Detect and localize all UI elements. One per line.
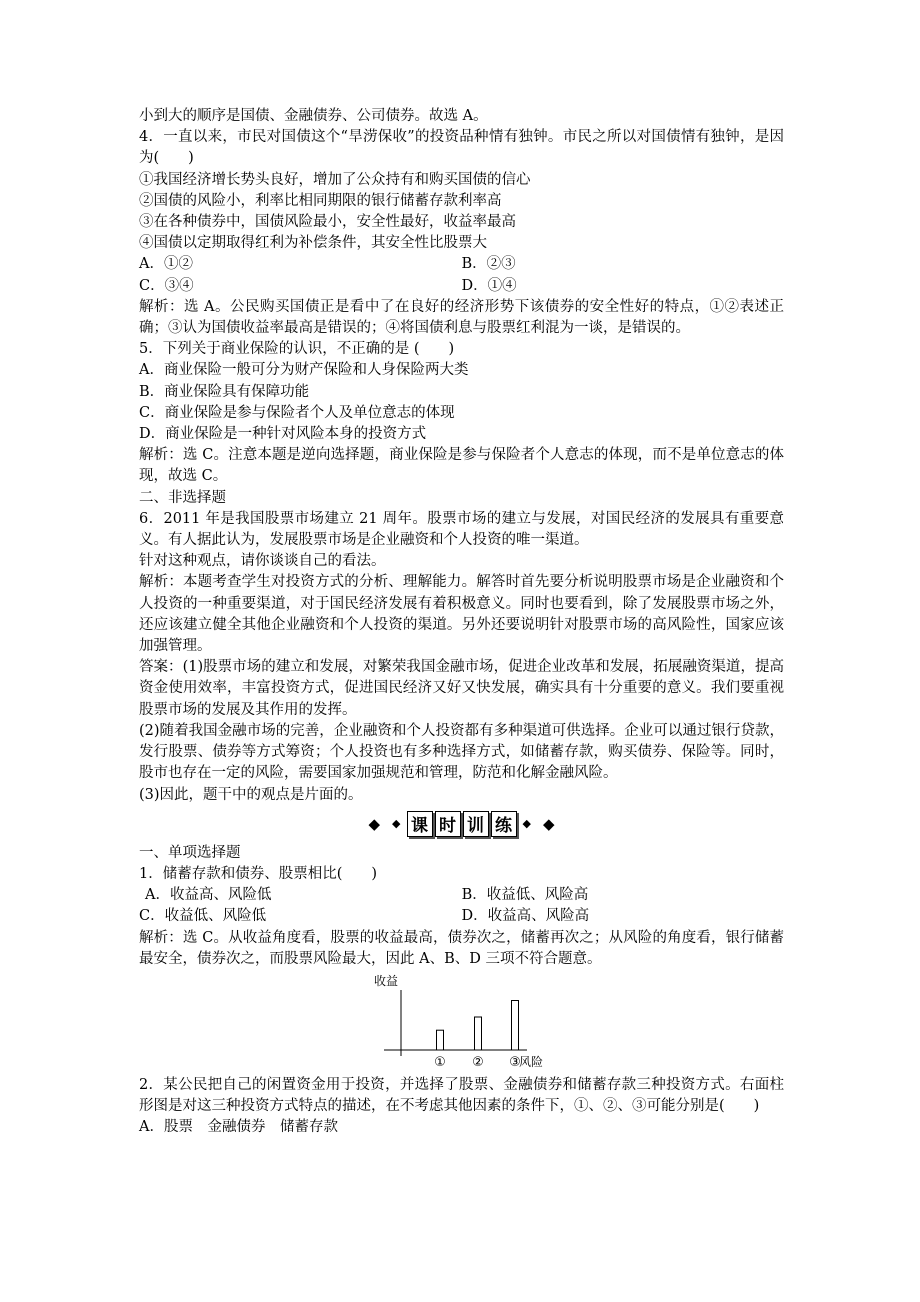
question-6-answer-1: 答案：(1)股票市场的建立和发展，对繁荣我国金融市场，促进企业改革和发展，拓展融资渠道，提高资金使用效率，丰富投资方式，促进国民经济又好又快发展，确实具有十分重要的意义。我们要重视股票市场的发展及其作用的发挥。	[139, 659, 784, 718]
option-d: D．收益高、风险高	[461, 908, 590, 925]
bar-chart	[369, 970, 569, 1072]
diamond-icon: ◆	[368, 814, 381, 833]
option-d: D．商业保险是一种针对风险本身的投资方式	[139, 426, 427, 443]
options-row	[139, 276, 784, 297]
y-axis-label: 收益	[374, 973, 399, 988]
x-tick-label: ③	[509, 1054, 521, 1070]
x-tick-label: ①	[434, 1054, 446, 1070]
question-5-stem: 5．下列关于商业保险的认识，不正确的是 ( )	[139, 341, 455, 358]
banner-char: 时	[435, 811, 461, 837]
small-diamond-icon: ◆	[392, 817, 401, 831]
options-row	[139, 254, 784, 275]
banner-title	[407, 811, 517, 837]
document-page	[139, 106, 784, 1139]
question-6-answer-3: (3)因此，题干中的观点是片面的。	[139, 786, 363, 803]
section-heading: 二、非选择题	[139, 489, 226, 506]
lesson-training-banner	[139, 807, 784, 841]
option-a: A．股票 金融债券 储蓄存款	[139, 1119, 338, 1136]
question-1-analysis: 解析：选 C。从收益角度看，股票的收益最高，债券次之，储蓄再次之；从风险的角度看，银行储蓄最安全，债券次之，而股票风险最大，因此 A、B、D 三项不符合题意。	[139, 929, 784, 967]
question-6-analysis: 解析：本题考查学生对投资方式的分析、理解能力。解答时首先要分析说明股票市场是企业融资和个人投资的一种重要渠道，对于国民经济发展有着积极意义。同时也要看到，除了发展股票市场之外，还应该建立健全其他企业融资和个人投资的渠道。另外还要说明针对股票市场的高风险性，国家应该加强管理。	[139, 574, 784, 655]
bar	[437, 1030, 444, 1050]
banner-char: 练	[491, 811, 517, 837]
option-c: C．收益低、风险低	[139, 908, 267, 925]
banner-char: 训	[463, 811, 489, 837]
question-6-stem: 6．2011 年是我国股票市场建立 21 周年。股票市场的建立与发展，对国民经济的发展具有重要意义。有人据此认为，发展股票市场是企业融资和个人投资的唯一渠道。	[139, 510, 784, 549]
text-line: 小到大的顺序是国债、金融债券、公司债券。故选 A。	[139, 108, 488, 124]
option-a: A．①②	[139, 256, 193, 273]
statement-4: ④国债以定期取得红利为补偿条件，其安全性比股票大	[139, 235, 487, 252]
option-b: B．商业保险具有保障功能	[139, 383, 310, 400]
statement-2: ②国债的风险小，利率比相同期限的银行储蓄存款利率高	[139, 192, 502, 209]
options-row	[139, 885, 784, 906]
banner-char: 课	[407, 811, 433, 837]
options-row	[139, 906, 784, 927]
bar	[475, 1017, 482, 1050]
statement-3: ③在各种债券中，国债风险最小，安全性最好，收益率最高	[139, 214, 516, 231]
x-axis-label: 风险	[519, 1054, 544, 1069]
option-b: B．②③	[461, 256, 516, 273]
section-heading: 一、单项选择题	[139, 844, 241, 861]
bar	[512, 1000, 519, 1050]
x-tick-label: ②	[472, 1054, 484, 1070]
question-6-answer-2: (2)随着我国金融市场的完善，企业融资和个人投资都有多种渠道可供选择。企业可以通过银行贷款，发行股票、债券等方式筹资；个人投资也有多种选择方式，如储蓄存款，购买债券、保险等。同时，股市也存在一定的风险，需要国家加强规范和管理，防范和化解金融风险。	[139, 722, 784, 782]
question-5-analysis: 解析：选 C。注意本题是逆向选择题，商业保险是参与保险者个人意志的体现，而不是单位意志的体现，故选 C。	[139, 447, 784, 485]
question-6-prompt: 针对这种观点，请你谈谈自己的看法。	[139, 553, 386, 570]
option-c: C．③④	[139, 277, 194, 294]
option-d: D．①④	[461, 277, 517, 294]
question-4-stem: 4．一直以来，市民对国债这个“旱涝保收”的投资品种情有独钟。市民之所以对国债情有独钟，是因为( )	[139, 129, 784, 167]
bars-group	[434, 1000, 521, 1070]
question-1-stem: 1．储蓄存款和债券、股票相比( )	[139, 865, 378, 882]
bar-chart-container	[139, 970, 784, 1075]
statement-1: ①我国经济增长势头良好，增加了公众持有和购买国债的信心	[139, 171, 531, 188]
diamond-icon: ◆	[542, 814, 555, 833]
option-a: A．商业保险一般可分为财产保险和人身保险两大类	[139, 362, 469, 379]
option-a: A．收益高、风险低	[145, 887, 272, 904]
option-b: B．收益低、风险高	[461, 887, 589, 904]
small-diamond-icon: ◆	[522, 817, 531, 831]
option-c: C．商业保险是参与保险者个人及单位意志的体现	[139, 404, 455, 421]
question-2-stem: 2．某公民把自己的闲置资金用于投资，并选择了股票、金融债券和储蓄存款三种投资方式。右面柱形图是对这三种投资方式特点的描述，在不考虑其他因素的条件下，①、②、③可能分别是( )	[139, 1076, 784, 1115]
question-4-analysis: 解析：选 A。公民购买国债正是看中了在良好的经济形势下该债券的安全性好的特点，①②表述正确；③认为国债收益率最高是错误的；④将国债利息与股票红利混为一谈，是错误的。	[139, 298, 784, 337]
